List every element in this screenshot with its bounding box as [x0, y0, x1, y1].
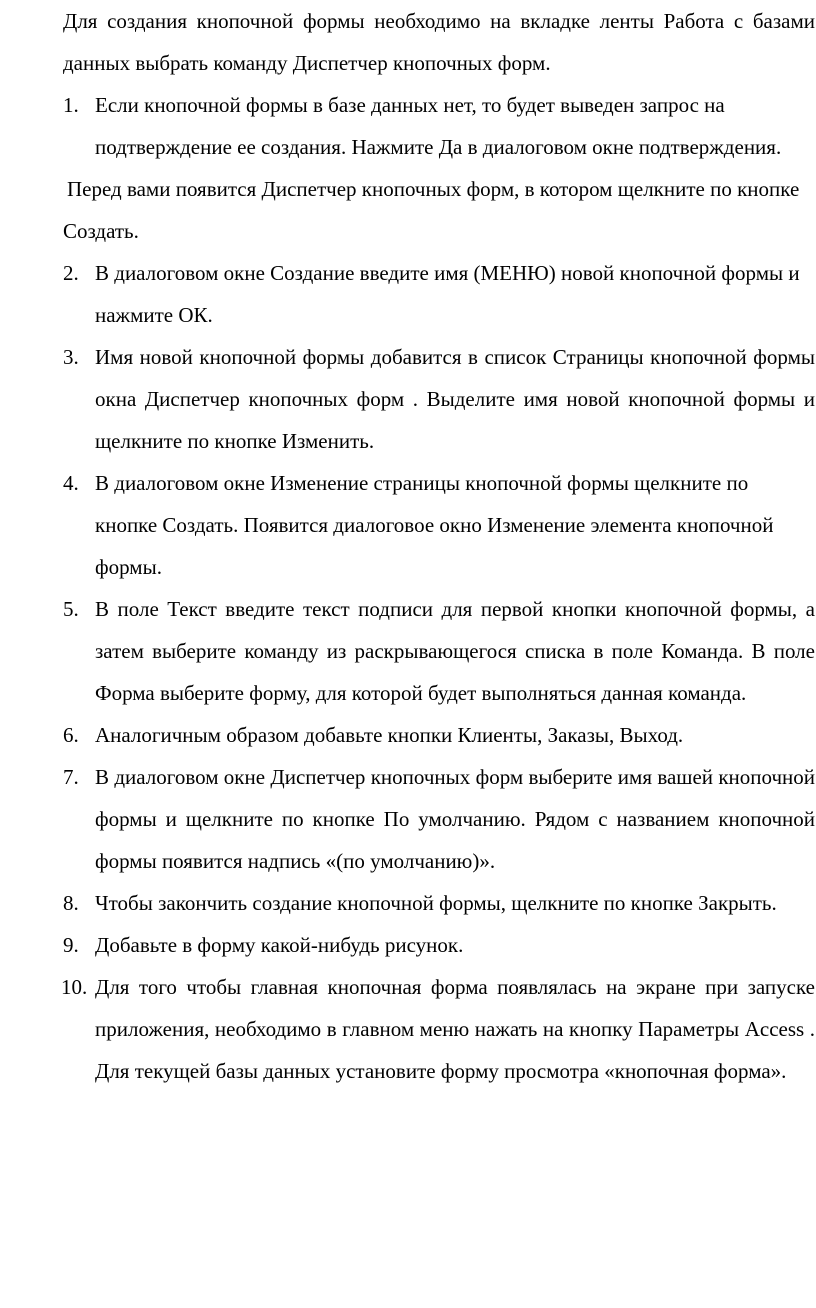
list-item-number: 9. [63, 933, 79, 957]
list-item [63, 714, 815, 756]
list-item-text: Аналогичным образом добавьте кнопки Клиенты, Заказы, Выход. [95, 723, 684, 747]
list-item-text: Для того чтобы главная кнопочная форма появлялась на экране при запуске приложения, необходимо в главном меню нажать на кнопку Параметры Access . Для текущей базы данных установите форму просмотра «кнопочная форма». [95, 975, 815, 1083]
list-item-text: В диалоговом окне Изменение страницы кнопочной формы щелкните по кнопке Создать. Появится диалоговое окно Изменение элемента кнопочной формы. [95, 471, 774, 579]
list-item-text: Имя новой кнопочной формы добавится в список Страницы кнопочной формы окна Диспетчер кнопочных форм . Выделите имя новой кнопочной формы и щелкните по кнопке Изменить. [95, 345, 815, 453]
document-page [63, 0, 815, 1092]
list-item [63, 462, 815, 588]
steps-list-continued [63, 252, 815, 1092]
list-item-number: 1. [63, 93, 79, 117]
list-item [63, 756, 815, 882]
list-item-number: 2. [63, 261, 79, 285]
list-item-number: 5. [63, 597, 79, 621]
list-item-number: 10. [61, 975, 88, 999]
list-item-text: Если кнопочной формы в базе данных нет, то будет выведен запрос на подтверждение ее создания. Нажмите Да в диалоговом окне подтверждения. [95, 93, 782, 159]
list-item [63, 336, 815, 462]
list-item [63, 588, 815, 714]
list-item [63, 966, 815, 1092]
list-item-text: В диалоговом окне Создание введите имя (МЕНЮ) новой кнопочной формы и нажмите ОК. [95, 261, 800, 327]
list-item-number: 4. [63, 471, 79, 495]
steps-list [63, 84, 815, 168]
list-item-text: В поле Текст введите текст подписи для первой кнопки кнопочной формы, а затем выберите команду из раскрывающегося списка в поле Команда. В поле Форма выберите форму, для которой будет выполняться данная команда. [95, 597, 815, 705]
list-item-text: Чтобы закончить создание кнопочной формы, щелкните по кнопке Закрыть. [95, 891, 777, 915]
list-item [63, 924, 815, 966]
list-item-number: 7. [63, 765, 79, 789]
list-item [63, 882, 815, 924]
list-item-text: Добавьте в форму какой-нибудь рисунок. [95, 933, 464, 957]
list-item-number: 3. [63, 345, 79, 369]
list-item-number: 8. [63, 891, 79, 915]
intro-paragraph: Для создания кнопочной формы необходимо на вкладке ленты Работа с базами данных выбрать команду Диспетчер кнопочных форм. [63, 9, 815, 75]
paragraph-after-step-1: Перед вами появится Диспетчер кнопочных форм, в котором щелкните по кнопке Создать. [63, 177, 800, 243]
list-item-text: В диалоговом окне Диспетчер кнопочных форм выберите имя вашей кнопочной формы и щелкните по кнопке По умолчанию. Рядом с названием кнопочной формы появится надпись «(по умолчанию)». [95, 765, 815, 873]
list-item [63, 252, 815, 336]
list-item-number: 6. [63, 723, 79, 747]
list-item [63, 84, 815, 168]
